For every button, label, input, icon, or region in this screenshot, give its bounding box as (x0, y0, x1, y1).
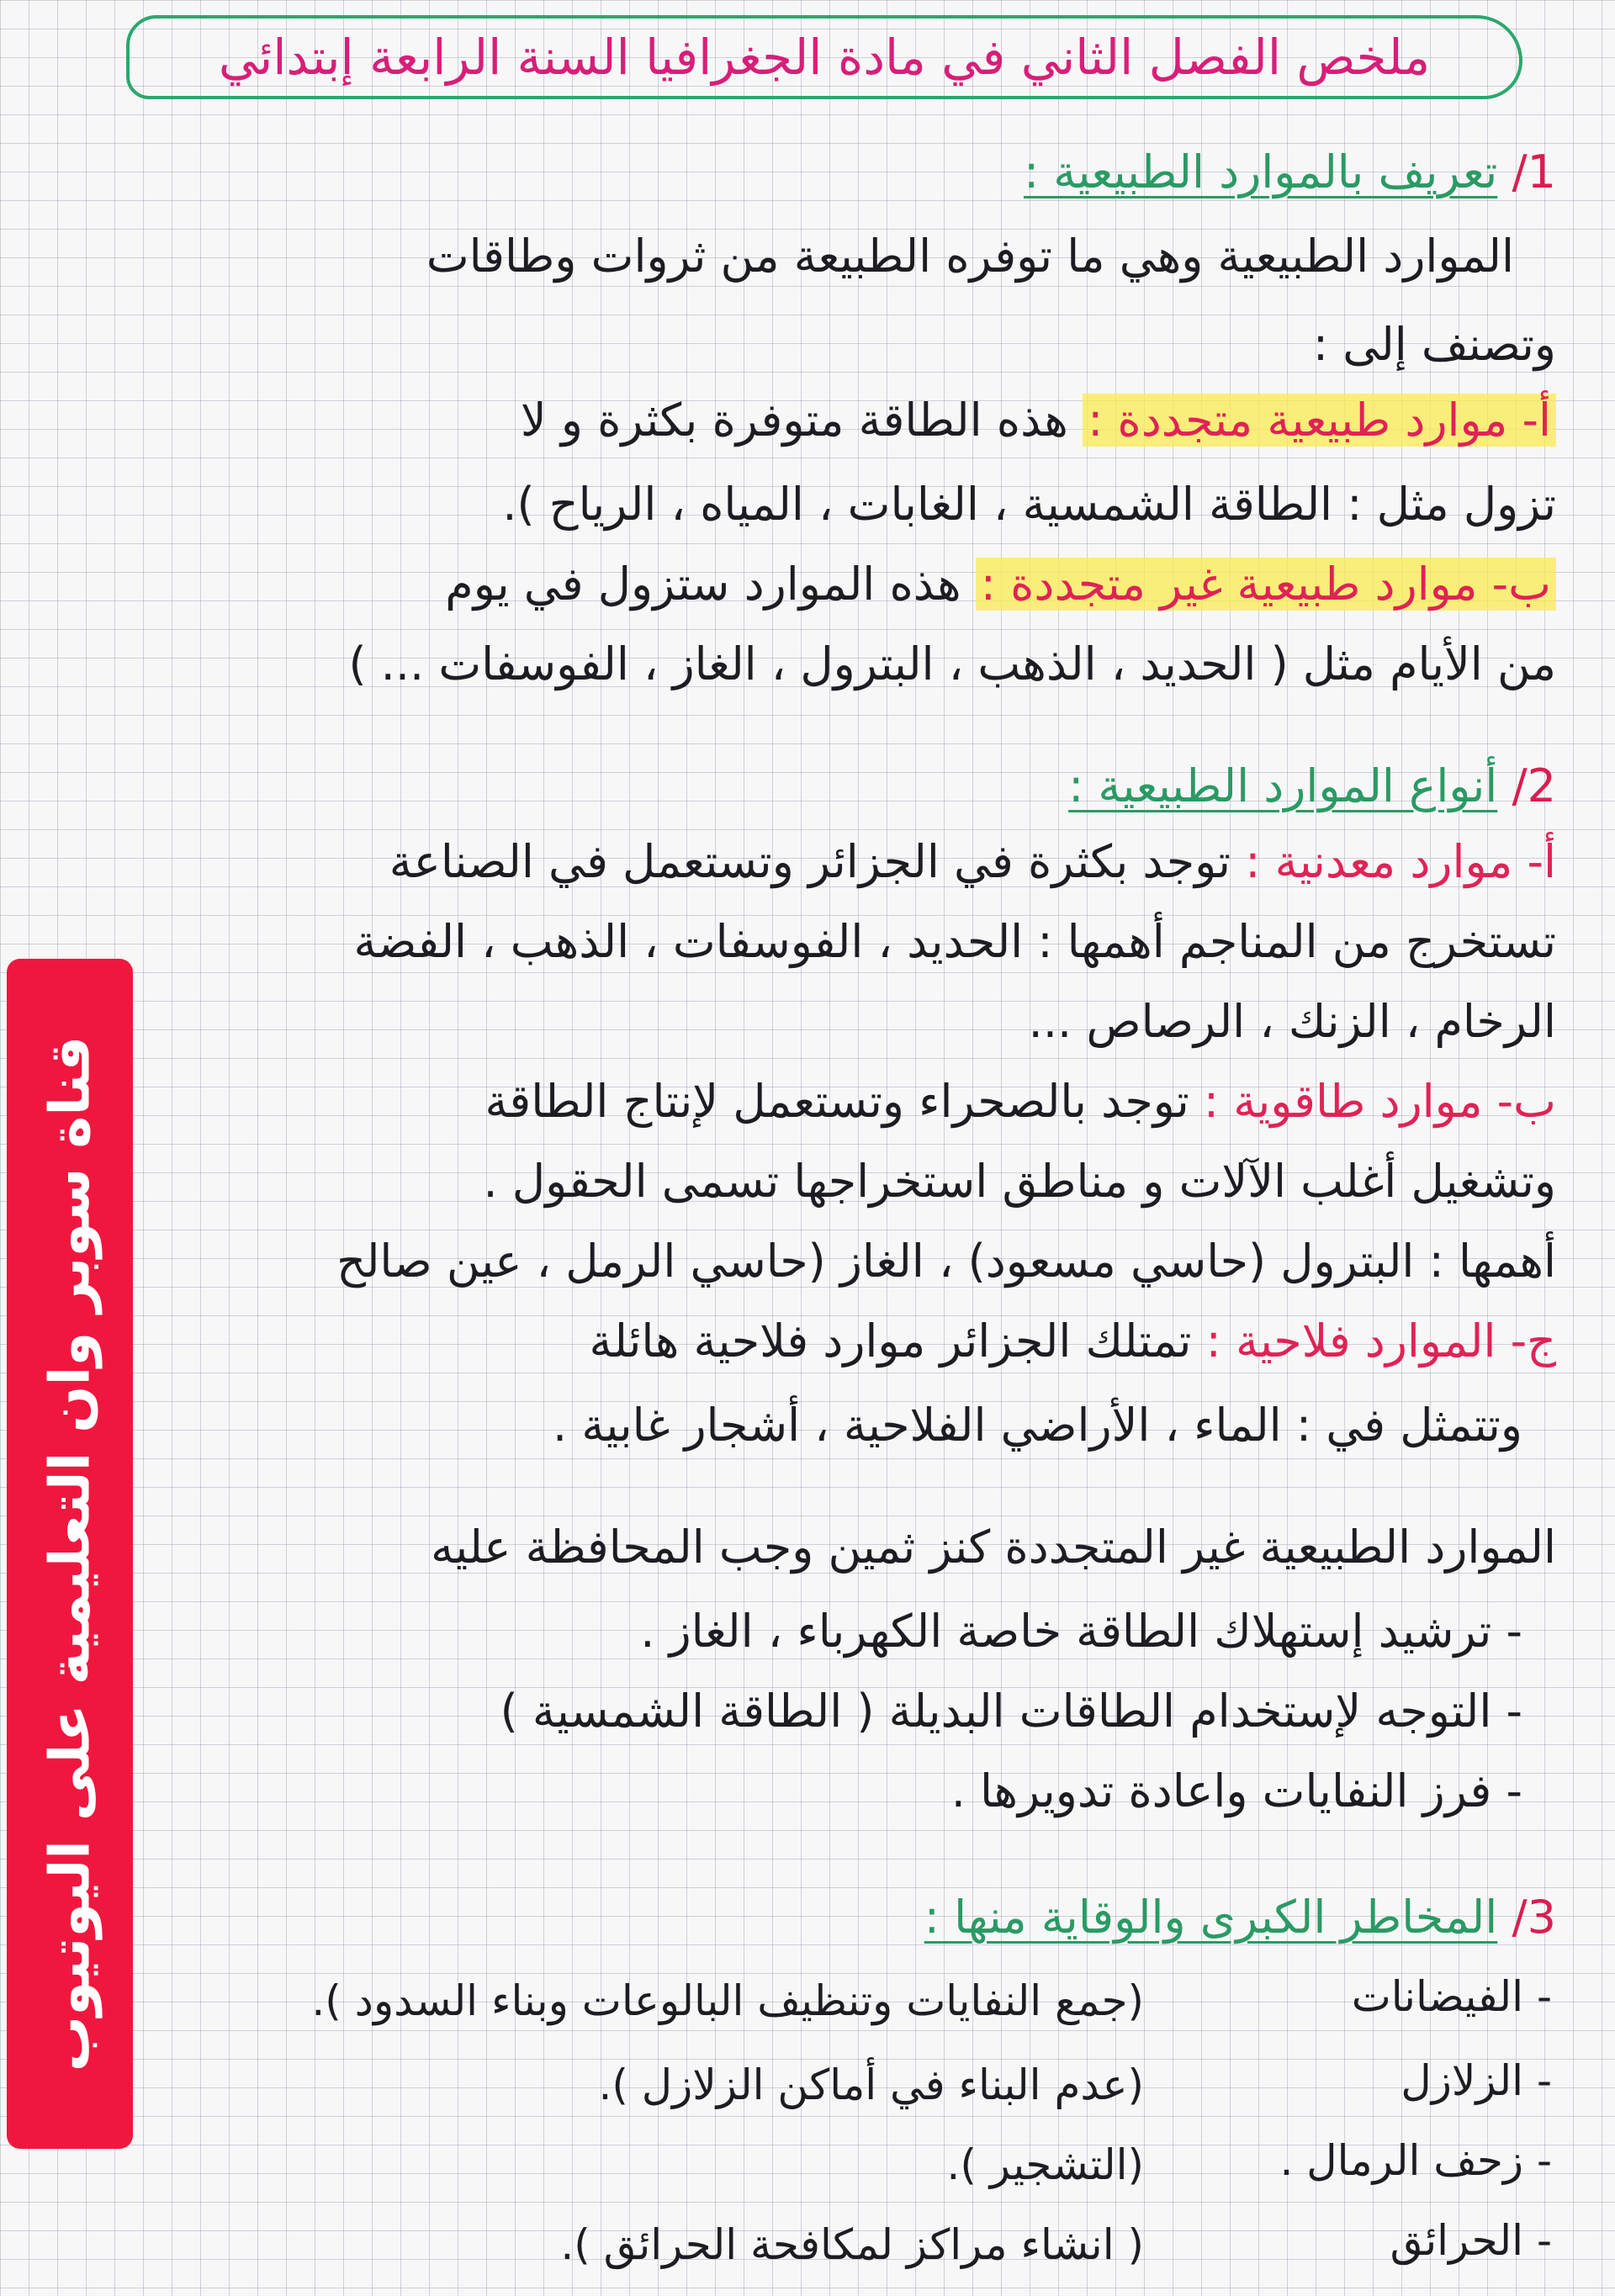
section2-a-text3: الرخام ، الزنك ، الرصاص ... (1028, 995, 1556, 1048)
section1-b-label: ب- موارد طبيعية غير متجددة : (976, 558, 1556, 611)
conservation-item: - فرز النفايات واعادة تدويرها . (950, 1764, 1522, 1817)
section1-number: 1/ (1512, 145, 1556, 198)
section1-intro-1: الموارد الطبيعية وهي ما توفره الطبيعة من ثروات وطاقات (426, 230, 1514, 283)
section1-heading-line (1024, 147, 1556, 197)
section3-number: 3/ (1512, 1891, 1556, 1944)
risk-prevention: (التشجير ). (946, 2140, 1144, 2189)
section2-b-text3: أهمها : البترول (حاسي مسعود) ، الغاز (حاسي الرمل ، عين صالح (336, 1235, 1556, 1288)
title-frame (126, 15, 1522, 99)
channel-watermark-banner (7, 959, 133, 2149)
section2-c-label: ج- الموارد فلاحية : (1205, 1315, 1556, 1368)
section1-b-text2: من الأيام مثل ( الحديد ، الذهب ، البترول ، الغاز ، الفوسفات ... ) (348, 637, 1556, 690)
conservation-item: - التوجه لإستخدام الطاقات البديلة ( الطاقة الشمسية ) (500, 1685, 1522, 1738)
section1-intro-2: وتصنف إلى : (1312, 318, 1556, 371)
section2-heading-line (1068, 761, 1556, 811)
section2-a-text2: تستخرج من المناجم أهمها : الحديد ، الفوسفات ، الذهب ، الفضة (353, 915, 1556, 968)
section1-heading: تعريف بالموارد الطبيعية : (1023, 145, 1498, 198)
section3-heading: المخاطر الكبرى والوقاية منها : (924, 1891, 1498, 1944)
section2-a-text1: توجد بكثرة في الجزائر وتستعمل في الصناعة (389, 835, 1231, 888)
risk-prevention: (جمع النفايات وتنظيف البالوعات وبناء السدود ). (311, 1976, 1144, 2025)
risk-prevention: ( انشاء مراكز لمكافحة الحرائق ). (560, 2220, 1144, 2269)
conservation-intro: الموارد الطبيعية غير المتجددة كنز ثمين وجب المحافظة عليه (431, 1521, 1556, 1574)
section3-heading-line (924, 1892, 1556, 1942)
page-title: ملخص الفصل الثاني في مادة الجغرافيا السنة الرابعة إبتدائي (218, 29, 1431, 86)
section2-c-text2: وتتمثل في : الماء ، الأراضي الفلاحية ، أشجار غابية . (553, 1399, 1522, 1452)
risk-prevention: (عدم البناء في أماكن الزلازل ). (598, 2061, 1144, 2109)
section2-b-text1: توجد بالصحراء وتستعمل لإنتاج الطاقة (484, 1075, 1189, 1128)
section1-a-text1: هذه الطاقة متوفرة بكثرة و لا (520, 394, 1068, 447)
channel-watermark-text: قناة سوبر وان التعليمية على اليوتيوب (37, 1035, 103, 2072)
section2-c-text1: تمتلك الجزائر موارد فلاحية هائلة (589, 1315, 1192, 1368)
section2-b-label: ب- موارد طاقوية : (1203, 1075, 1556, 1128)
risk-name: - الحرائق (1390, 2216, 1552, 2265)
section2-a-line1 (389, 837, 1556, 886)
section1-a-text2: تزول مثل : الطاقة الشمسية ، الغابات ، المياه ، الرياح ). (502, 478, 1556, 531)
risk-name: - الزلازل (1401, 2056, 1552, 2105)
section2-c-line1 (590, 1316, 1556, 1366)
section2-heading: أنواع الموارد الطبيعية : (1068, 759, 1498, 812)
section1-a-label: أ- موارد طبيعية متجددة : (1083, 394, 1556, 447)
section2-b-line1 (484, 1077, 1556, 1126)
section2-b-text2: وتشغيل أغلب الآلات و مناطق استخراجها تسمى الحقول . (483, 1155, 1556, 1208)
risk-name: - زحف الرمال . (1279, 2136, 1552, 2185)
conservation-item: - ترشيد إستهلاك الطاقة خاصة الكهرباء ، الغاز . (640, 1605, 1522, 1658)
section1-b-line1 (445, 559, 1556, 609)
section1-b-text1: هذه الموارد ستزول في يوم (445, 558, 961, 611)
section1-a-line1 (521, 395, 1556, 445)
risk-name: - الفيضانات (1351, 1972, 1552, 2021)
section2-number: 2/ (1512, 759, 1556, 812)
section2-a-label: أ- موارد معدنية : (1245, 835, 1556, 888)
